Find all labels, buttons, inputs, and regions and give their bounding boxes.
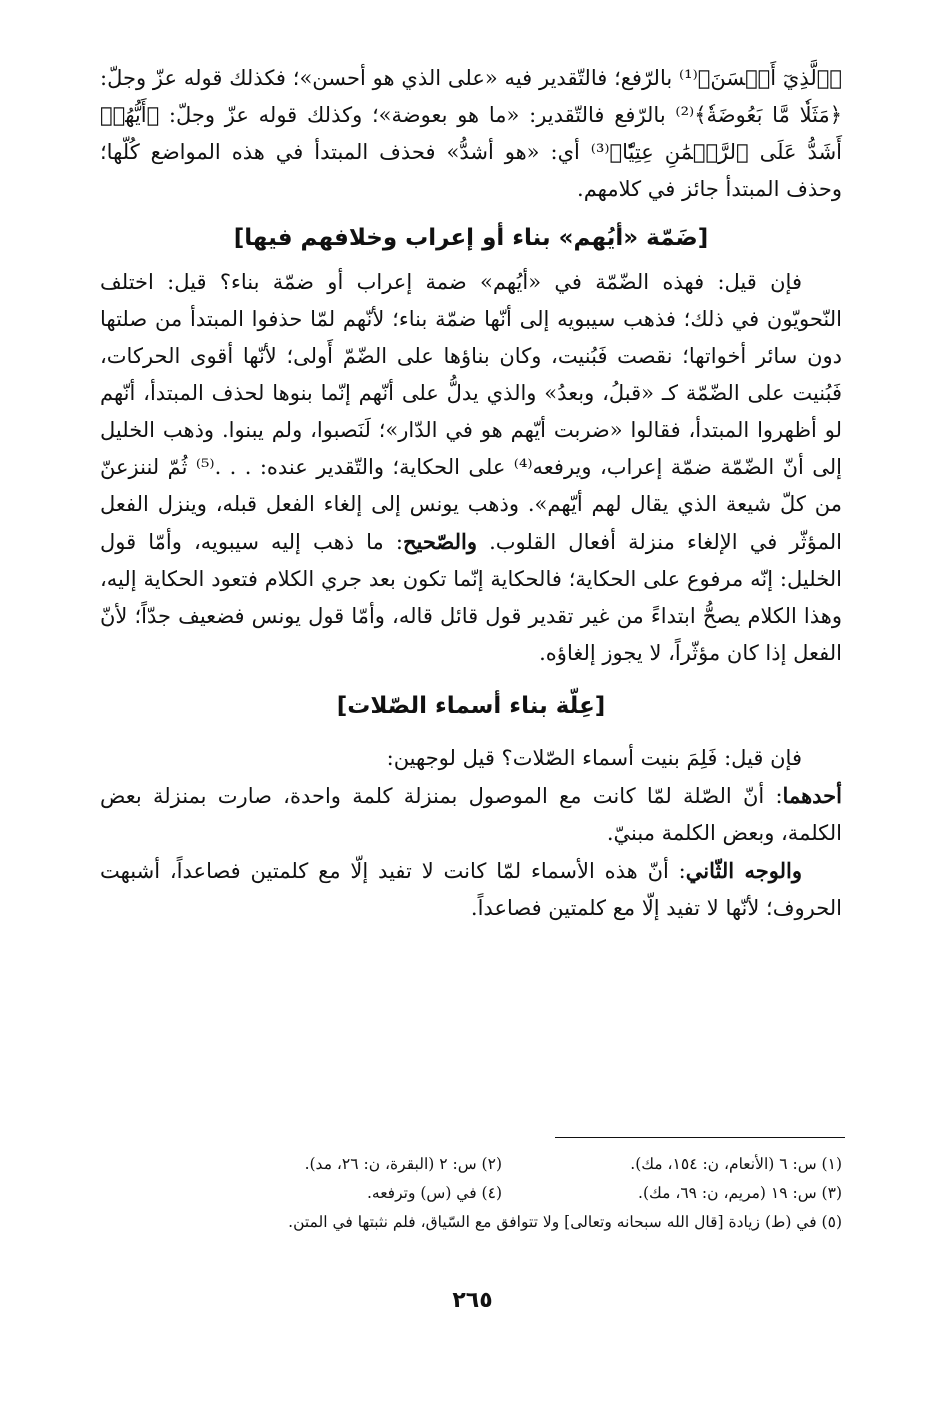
footnote-3: (٣) س: ١٩ (مريم، ن: ٦٩، مك). (638, 1184, 842, 1202)
section-heading-2: [عِلّة بناء أسماء الصّلات] (336, 693, 606, 719)
paragraph-4-bold: أحدهما (782, 783, 842, 808)
paragraph-5-bold: والوجه الثّاني (685, 858, 803, 883)
page-number: ٢٦٥ (452, 1288, 493, 1313)
paragraph-5-text: : أنّ هذه الأسماء لمّا كانت لا تفيد إلّا مع كلمتين فصاعداً، أشبهت الحروف؛ لأنّها لا تفيد إلّا مع كلمتين فصاعداً. (100, 859, 842, 920)
section-heading-1: [ضَمّة «أيُهم» بناء أو إعراب وخلافهم فيها] (233, 225, 709, 251)
footnote-separator (555, 1137, 845, 1138)
footnote-1: (١) س: ٦ (الأنعام، ن: ١٥٤، مك). (630, 1155, 842, 1173)
footnote-2: (٢) س: ٢ (البقرة، ن: ٢٦، مد). (304, 1155, 502, 1173)
footnote-row-2 (100, 1179, 842, 1208)
paragraph-2 (100, 264, 842, 672)
paragraph-4 (100, 777, 842, 852)
footnotes (100, 1150, 842, 1237)
paragraph-2-bold: والصّحيح (402, 529, 477, 554)
paragraph-5 (100, 852, 842, 927)
footnote-4: (٤) في (س) وترفعه. (366, 1184, 502, 1202)
main-text (100, 60, 842, 927)
paragraph-4-text: : أنّ الصّلة لمّا كانت مع الموصول بمنزلة كلمة واحدة، صارت بمنزلة بعض الكلمة، وبعض الكلمة مبنيّ. (100, 784, 842, 845)
footnote-row-1 (100, 1150, 842, 1179)
paragraph-3: فإن قيل: فَلِمَ بنيت أسماء الصّلات؟ قيل لوجهين: (386, 746, 802, 770)
footnote-5: (٥) في (ط) زيادة [قال الله سبحانه وتعالى] ولا تتوافق مع السّياق، فلم نثبتها في المتن. (288, 1213, 842, 1231)
paragraph-2-text: فإن قيل: فهذه الضّمّة في «أيُهم» ضمة إعراب أو ضمّة بناء؟ قيل: اختلف النّحويّون في ذلك؛ فذهب سيبويه إلى أنّها ضمّة بناء؛ لأنّهم لمّا حذفوا المبتدأ من صلتها دون سائر أخواتها؛ نقصت فَبُنيت، وكان بناؤها على الضّمّ أَولى؛ لأنّها أقوى الحركات، فَبُنيت على الضّمّة كـ «قبلُ، وبعدُ» والذي يدلُّ على أنّهم إنّما بنوها لحذف المبتدأ، أنّهم لو أظهروا المبتدأ، فقالوا «ضربت أيّهم هو في الدّار»؛ لَنَصبوا، ولم يبنوا. وذهب الخليل إلى أنّ الضّمّة ضمّة إعراب، ويرفعه⁽⁴⁾ على الحكاية؛ والتّقدير عنده: . . .⁽⁵⁾ ثُمّ لننزعنّ من كلّ شيعة الذي يقال لهم أيّهم». وذهب يونس إلى إلغاء الفعل قبله، وينزل الفعل المؤثّر في الإلغاء منزلة أفعال القلوب. (100, 270, 842, 554)
paragraph-2-continuation: : ما ذهب إليه سيبويه، وأمّا قول الخليل: إنّه مرفوع على الحكاية؛ فالحكاية إنّما تكون بعد جري الكلام فتعود الحكاية إليه، وهذا الكلام يصحُّ ابتداءً من غير تقدير قول قائل قاله، وأمّا قول يونس فضعيف جدّاً؛ لأنّ الفعل إذا كان مؤثّراً، لا يجوز إلغاؤه. (100, 530, 842, 665)
paragraph-1: ﴿ٱلَّذِيٓ أَحۡسَنَ﴾⁽¹⁾ بالرّفع؛ فالتّقدير فيه «على الذي هو أحسن»؛ فكذلك قوله عزّ وجلّ: ﴿مَثَلٗا مَّا بَعُوضَةٗ﴾⁽²⁾ بالرّفع فالتّقدير: «ما هو بعوضة»؛ وكذلك قوله عزّ وجلّ: ﴿أَيُّهُمۡ أَشَدُّ عَلَى ٱلرَّحۡمَٰنِ عِتِيّٗا﴾⁽³⁾ أي: «هو أشدُّ» فحذف المبتدأ في هذه المواضع كُلّها؛ وحذف المبتدأ جائز في كلامهم. (100, 66, 843, 201)
